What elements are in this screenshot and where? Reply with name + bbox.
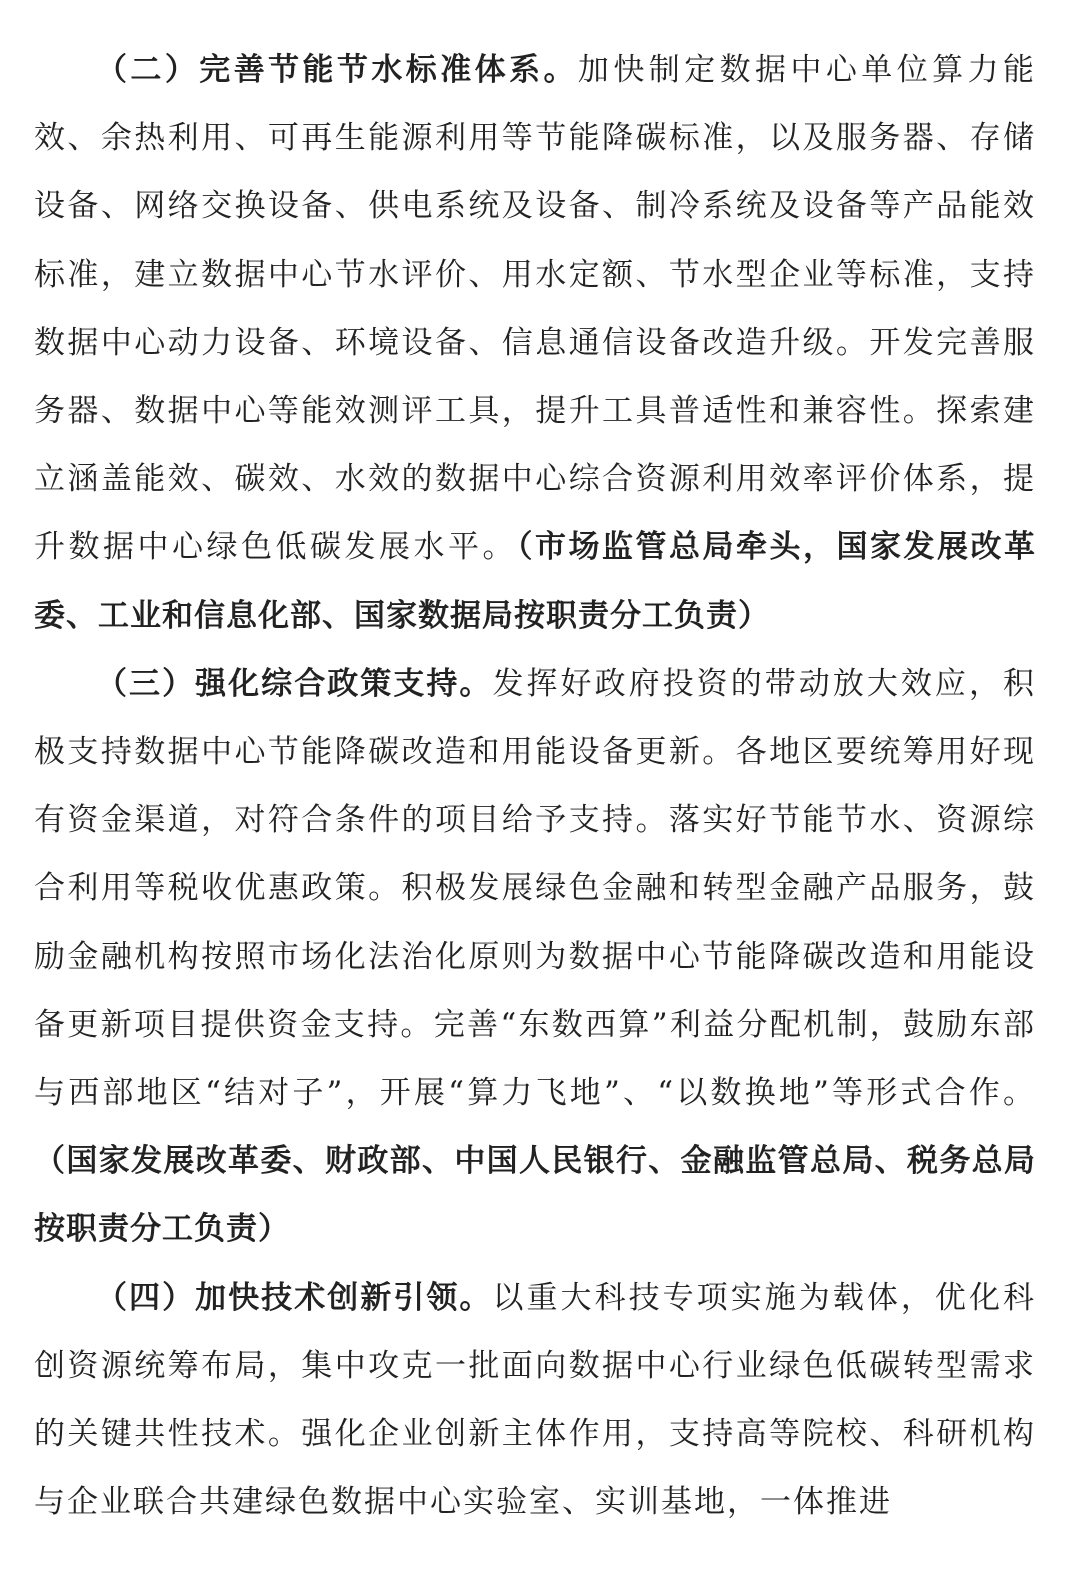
responsibility-note: （市场监管总局牵头，国家发展改革委、工业和信息化部、国家数据局按职责分工负责） <box>34 529 1036 634</box>
paragraph-text: 发挥好政府投资的带动放大效应，积极支持数据中心节能降碳改造和用能设备更新。各地区要统筹用好现有资金渠道，对符合条件的项目给予支持。落实好节能节水、资源综合利用等税收优惠政策。积极发展绿色金融和转型金融产品服务，鼓励金融机构按照市场化法治化原则为数据中心节能降碳改造和用能设备更新项目提供资金支持。完善“东数西算”利益分配机制，鼓励东部与西部地区“结对子”，开展“算力飞地”、“以数换地”等形式合作。 <box>34 665 1037 1112</box>
paragraph-text: 加快制定数据中心单位算力能效、余热利用、可再生能源利用等节能降碳标准，以及服务器、存储设备、网络交换设备、供电系统及设备、制冷系统及设备等产品能效标准，建立数据中心节水评价、用水定额、节水型企业等标准，支持数据中心动力设备、环境设备、信息通信设备改造升级。开发完善服务器、数据中心等能效测评工具，提升工具普适性和兼容性。探索建立涵盖能效、碳效、水效的数据中心综合资源利用效率评价体系，提升数据中心绿色低碳发展水平。 <box>34 52 1036 566</box>
section-heading: （三）强化综合政策支持。 <box>96 665 493 702</box>
section-heading: （四）加快技术创新引领。 <box>96 1279 493 1316</box>
paragraph-text: 以重大科技专项实施为载体，优化科创资源统筹布局，集中攻克一批面向数据中心行业绿色低碳转型需求的关键共性技术。强化企业创新主体作用，支持高等院校、科研机构与企业联合共建绿色数据中心实验室、实训基地，一体推进 <box>34 1279 1037 1521</box>
responsibility-note: （国家发展改革委、财政部、中国人民银行、金融监管总局、税务总局按职责分工负责） <box>34 1143 1036 1248</box>
document-body <box>34 36 1036 1536</box>
paragraph-policy-support <box>34 650 1036 1264</box>
section-heading: （二）完善节能节水标准体系。 <box>96 52 578 88</box>
paragraph-energy-water-standards <box>34 36 1036 650</box>
paragraph-technology-innovation <box>34 1264 1036 1537</box>
